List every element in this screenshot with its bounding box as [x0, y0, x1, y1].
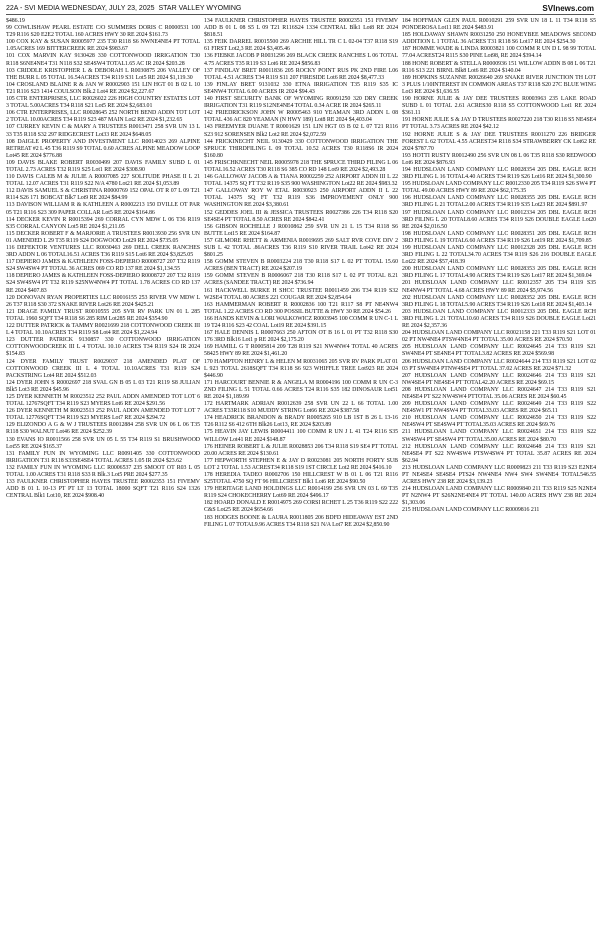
tax-notice-entry: 176 HEINER ROBERT L & JULIE R0028853 206 T34 R118 S19 SE4 PT TOTAL 20.00 ACRES RE 2024 $130.61 [204, 443, 398, 457]
tax-notice-entry: 100 COX KAY & SUSAN R0005977 235 T30 R118 S6 NWNE4NE4 PT TOTAL 1.05ACRES 169 BITTERCREEK RE 2024 $983.67 [6, 39, 200, 53]
tax-notice-entry: 132 FAMILY FUN IN WYOMING LLC R0006537 235 SMOOT OT R03 L 05 TOTAL 1.00 ACRES T31 R118 S33 R Blk.3 Lot5 PRE 2024 $277.35 [6, 464, 200, 478]
tax-notice-entry: 213 HUDSLOAN LAND COMPANY LLC R0009823 211 T33 R119 S23 E2NE4 PT NE4SE4 SE4SE4 PTS24 NW4NE4 NW4 SW4 SW4NE4 TOTAL546.55 ACRES HWY 238 RE 2024 $3,139.23 [402, 464, 596, 486]
tax-notice-entry: 215 HUDSLOAN LAND COMPANY LLC R0009816 211 [402, 507, 540, 514]
tax-notice-entry: 166 HANDS KEVIN & LORI WALKOWICZ R0003945 100 COMM R UN C-1 L 19 T24 R116 S23 42 COAL Lot19 RE 2024 $391.15 [204, 315, 398, 330]
tax-notice-entry: 199 HUDSLOAN LAND COMPANY LLC R0012328 205 DBL EAGLE RCH 3RD FILING L 22 TOTAL34.70 ACRES T34 R119 S26 216 DOUBLE EAGLE Lot22 RE 2024 $57,418.39 [402, 245, 596, 266]
tax-notice-entry: 214 HUDSLOAN LAND COMPANY LLC R0009840 211 T33 R119 S25 N2NE4 PT N2NW4 PT S26N2NE4NE4 PT TOTAL 140.00 ACRES HWY 238 RE 2024 $1,303.06 [402, 486, 596, 507]
tax-notice-entry: 205 HUDSLOAN LAND COMPANY LLC R0024645 214 T33 R119 S21 SW4NE4 PT SE4NE4 PT TOTAL3.82 ACRES RE 2024 $569.98 [402, 344, 596, 358]
tax-notice-entry: 146 GALLOWAY JACOB A & TIANA R0002259 252 AIRPORT ADDN III L 22 TOTAL 14375 SQ FT T32 R119 S35 900 WASHINGTON Lot22 RE 2024 $983.32 [204, 174, 398, 188]
tax-notice-entry: 109 DAVIS BLAKE ROBERT R0030499 207 DAVIS FAMILY SUBD L 01 TOTAL 2.73 ACRES T32 R119 S25 Lot1 RE 2024 $308.90 [6, 159, 200, 173]
tax-notice-entry: 133 FAULKNER CHRISTOPHER HAYES TRUSTEE R0002353 151 FIVEMV ADD B 01 L 10-13 PT PT LT 13 TOTAL 18000 SQFT T21 R116 S24 1326 CENTRAL Blk1 Lot10, RE 2024 $908.40 [6, 479, 200, 500]
tax-notice-entry: 204 HUDSLOAN LAND COMPANY LLC R0021158 221 T33 R119 S21 LOT 01 02 PT NW4NE4 PTSW4NE4 PT TOTAL 35.00 ACRES RE 2024 $70.50 [402, 330, 596, 344]
tax-notice-entry: 101 COX MARVIN KAY 9130428 330 COTTONWOOD IRRIGATION T30 R118 S6NE4NE4 T31 N118 S32 SE4SW4 TOTAL1.65 AC IR 2024 $203.28 [6, 53, 200, 67]
tax-notice-entry: 182 HOARD DONALD E R0014975 269 CORSI RCHET L 25 T36 R119 S22 222 C&S Lot25 RE 2024 $654.66 [204, 500, 398, 514]
tax-notice-entry: 134 FAULKNER CHRISTOPHER HAYES TRUSTEE R0002351 151 FIVEMV ADD B 01 L 08 S5 L 09 T21 R116S24 1334 CENTRAL Blk1 Lot8 RE 2024 $818.51 [204, 18, 398, 39]
tax-notice-entry: 179 HERITAGE LAND HOLDINGS LLC R0014199 256 SVR UN 03 L 69 T35 R119 S24 CHOKECHERRY Lot69 RE 2024 $496.17 [204, 486, 398, 500]
tax-notice-entry: 203 HUDSLOAN LAND COMPANY LLC R0012333 205 DBL EAGLE RCH 3RD FILING L 21 TOTAL10.60 ACRES T34 R119 S26 DOUBLE EAGLE Lot21 RE 2024 $2,357.36 [402, 308, 596, 330]
tax-notice-entry: 207 HUDSLOAN LAND COMPANY LLC R0024646 214 T33 R119 S21 NW4SE4 PT NE4SE4 PT TOTAL42.20 ACRES RE 2024 $69.15 [402, 372, 596, 386]
tax-notice-entry: 212 HUDSLOAN LAND COMPANY LLC R0024648 214 T33 R119 S21 NE4SE4 PT S22 NW4SW4 PTSW4SW4 PT TOTAL 35.87 ACRES RE 2024 $62.94 [402, 443, 596, 464]
tax-notice-entry: 171 HARCOURT BENNIE R & ANGELA M R0004196 100 COMM R UN C-3 ZND FILING L 51 TOTAL 0.66 ACRES T24 R116 S35 182 DINOSAUR Lot51 RE 2024 $1,189.99 [204, 379, 398, 400]
column-1 [6, 18, 200, 925]
tax-notice-entry: 169 HAMILL G T R0005814 209 T28 R119 S21 NW4NW4 TOTAL 40 ACRES 58425 HWY 89 RE 2024 $1,461.20 [204, 344, 398, 358]
tax-notice-entry: 116 DEFEKTOR VENTURES LLC R0030463 269 DELL CREEK RANCHES 3RD ADDN L 06 TOTAL16.51 ACRES T36 R119 S15 Lot6 RE 2024 $3,825.05 [6, 245, 200, 259]
tax-notice-entry: 175 HEAVIN JAY LEWIS R0004411 100 COMM R UN J L 41 T24 R116 S35 WILLOW Lot41 RE 2024 $148.87 [204, 429, 398, 443]
tax-notice-entry: 105 CTR ENTERPRISES, LLC R0026022 226 HIGH COUNTRY ESTATES LOT 3 TOTAL 5.00ACRES T34 R118 S21 Lot5 RE 2024 $2,683.01 [6, 96, 200, 110]
tax-notice-entry: 177 HEPWORTH STEPHEN E & JAY D R0023081 205 NORTH FORTY SUB LOT 2 TOTAL 1.53 ACREST34 R118 S19 1ST CIRCLE Lot2 RE 2024 $416.10 [204, 457, 398, 471]
column-3 [402, 18, 596, 925]
tax-notice-entry: 115 DECKER ROBERT F & MARJORIE A TRUSTEES R0013930 256 SVR UN 01 AMENDED L 29 T35 R119 S24 DOGWOOD Lot29 RE 2024 $735.05 [6, 230, 200, 244]
tax-notice-entry: 211 HUDSLOAN LAND COMPANY LLC R0024651 214 T33 R119 S22 SW4SW4 PT SE4SW4 PT TOTAL35.00 ACRES RE 2024 $80.70 [402, 429, 596, 443]
tax-notice-entry: 208 HUDSLOAN LAND COMPANY LLC R0024647 214 T33 R119 S21 NE4SE4 PT S22 NW4SW4 PTTOTAL 35.06 ACRES RE 2024 $60.45 [402, 386, 596, 400]
tax-notice-entry: 190 HORNE JULIE & JAY DEE TRUSTEES R0003963 235 LAKE ROAD SUBD L 01 TOTAL 2.61 ACRES30 R118 S5 COTTONWOOD Lot1 RE 2024 $361.11 [402, 96, 596, 117]
tax-notice-entry: 123 DUTTER PATRICK 9130857 330 COTTONWOOD IRRIGATION COTTONWOODCREEK III L 4 TOTAL 10.10 ACRES T34 R119 S24 IR 2024 $154.83 [6, 337, 200, 358]
page-label: 22A - SVI MEDIA WEDNESDAY, JULY 23, 2025 [6, 4, 155, 12]
tax-notice-entry: 170 HAMPTON HENRY L & HELEN M R0031065 205 SVR RV PARK PLAT 01 L 923 TOTAL 2618SQFT T34 R118 S6 923 WHIFFLE TREE Lot923 RE 2024 $446.90 [204, 358, 398, 379]
tax-notice-entry: 145 FRISCHKNECHT NEIL R0005978 218 THE SPRUCE THIRD FILING L 06 TOTAL16.52 ACRES T30 R118 S6 385 CO RD 148 Lot9 RE 2024 $2,493.28 [204, 159, 398, 173]
tax-notice-entry: 185 HOLDAWAY SHAWN R0031250 250 HONEYBEE MEADOWS SECOND ADDITION L 1 TOTAL 36 ACRES T31 R118 S6 Lot17 RE 2024 $254.30 [402, 32, 596, 46]
tax-notice-entry: 110 DAVIS CALEB M & JULIE A R0007085 227 SOLITUDE PHASE II L 21 TOTAL 12.07 ACRES T31 R119 S22 N/A 4780 Lot21 RE 2024 $1,053.89 [6, 174, 200, 188]
tax-notice-entry: 112 DAVIS SAMUEL S & CHRISTINA R0000769 152 OPAL OT R 07 L 09 T21 R114 S26 171 BOBCAT Blk7 Lot9 RE 2024 $84.99 [6, 188, 200, 202]
tax-notice-entry: 210 HUDSLOAN LAND COMPANY LLC R0024650 214 T33 R119 S22 NE4SW4 PT SE4SW4 PT TOTAL35.03 ACRES RE 2024 $69.76 [402, 415, 596, 429]
tax-notice-entry: 152 GEDDES JOEL III & JESSICA TRUSTEES R0027386 226 T34 R118 S20 SE4SE4 PT TOTAL 8.50 ACRES RE 2024 $842.41 [204, 209, 398, 223]
header-left [6, 5, 241, 12]
tax-notice-entry: 104 CROSLAND BLAINE R & JAN W R0002903 151 LIN HGT 01 B 02 L 10 T21 R116 S23 1414 COULSON Blk.2 Lot4 RE 2024 $2,227.67 [6, 81, 200, 95]
tax-notice-entry: 194 HUDSLOAN LAND COMPANY LLC R0028354 205 DBL EAGLE RCH 3RD FILING L 16 TOTAL4.40 ACRES T34 R119 S26 Lot16 RE 2024 $1,300.90 [402, 166, 596, 181]
tax-notice-entry: 183 HODGES BOONE & LAURA R0011805 206 BDFD HIDEAWAY EST 2ND FILING L 07 TOTAL9.96 ACRES T34 R118 S21 N/A Lot7 RE 2024 $2,850.90 [204, 514, 398, 528]
tax-notice-entry: 196 HUDSLOAN LAND COMPANY LLC R0028355 205 DBL EAGLE RCH 3RD FILING L 21 TOTAL2.00 ACRES T34 R119 S35 Lot23 RE 2024 $891.97 [402, 195, 596, 209]
tax-notice-entry: 163 HAMMERMAN ROBERT R R0002836 100 T21 R117 S8 PT NE4NW4 TOTAL 1.22 ACRES CO RD 300 POSSIL BUTTE & HWY 30 RE 2024 $54.26 [204, 301, 398, 315]
tax-notice-entry: 178 HEREDIA TADEO R0002706 150 HILLCREST W B 01 L 06 T21 R116 S25TOTAL 4750 SQ FT 96 HILLCREST Blk1 Lot6 RE 2024 $90.50 [204, 472, 398, 486]
tax-notice-entry: 187 HOMME WADE & LINDA R0003821 100 COMM R UN D L 98 99 TOTAL 77.04 ACREST24 R115 S30 PINE Lot98, RE 2024 $394.14 [402, 46, 596, 60]
tax-notice-entry: 157 GILMORE RHETT & ARMENIA R0019695 269 SALT RVR COVE DIV 2 SUB L 42 TOTAL .86ACRES T36 R119 S10 RIVER TRAIL Lot42 RE 2024 $801.25 [204, 237, 398, 259]
tax-notice-entry: 161 HACKWELL BURKE H SHCC TRUSTEE R0011459 206 T34 R119 S32 W2SE4 TOTAL 80 ACRES 221 COUGAR RE 2024 $2,854.64 [204, 287, 398, 301]
tax-notice-entry: 158 GOMM STEVEN B R0003224 218 T30 R118 S17 L 02 PT TOTAL 15.60 ACRES (BEN TRACT) RE 2024 $207.19 [204, 259, 398, 273]
tax-notice-entry: 174 HEADRICK BRANDON & BRADY R0005265 910 LB 1ST B 26 L 13-16 T26 R112 S6 412 6TH Blk26 Lot13, RE 2024 $203.89 [204, 415, 398, 429]
tax-notice-entry: 189 HOPKINS SUZANNE R0026640 269 SNAKE RIVER JUNCTION TH LOT 3 PLUS 1/10INTEREST IN COMMON AREAS T37 R118 S20 27C BLUE WING Lot3 RE 2024 $1,636.55 [402, 74, 596, 95]
tax-notice-entry: 124 DYER FAMILY TRUST R0029037 218 AMENDED PLAT OF COTTONWOOD CREEK III L 4 TOTAL 10.10ACRES T31 R119 S24 PACKSTRING Lot4 RE 2024 $512.03 [6, 358, 200, 379]
tax-notice-entry: 195 HUDSLOAN LAND COMPANY LLC R0012330 205 T34 R119 S26 SW4 PT TOTAL 49.00 ACRES HWY 89 RE 2024 $62,175.35 [402, 181, 596, 195]
tax-notice-entry: $486.19 [6, 18, 25, 24]
tax-notice-entry: 117 DEPIERO JAMES & KATHLEEN FOSS-DEPIERO R0008727 207 T32 R119 S24 SW4SW4 PT TOTAL 36 ACRES 069 CO RD 137 RE 2024 $1,134.55 [6, 259, 200, 273]
tax-notice-entry: 184 HOFFMAN GLEN PAUL R0010291 259 SVR UN 18 L 11 T34 R118 S5 PONDEROSA Lot11 RE 2024 $483.91 [402, 18, 596, 32]
tax-notice-entry: 201 HUDSLOAN LAND COMPANY LLC R0012357 205 T34 R119 S35 NE4NW4 PT TOTAL 4.68 ACRES HWY 89 RE 2024 $5,974.56 [402, 280, 596, 294]
tax-notice-entry: 136 FIEBKE JACOB P R0031296 269 BLACK CREEK RANCHES L 06 TOTAL 4.75 ACRES T35 R119 S3 Lot6 RE 2024 $856.83 [204, 53, 398, 67]
tax-notice-entry: 122 DUTTER PATRICK & TAMMY R0021699 218 COTTONWOOD CREEK III L 4 TOTAL 10.10ACRES T34 R119 S8 Lot4 RE 2024 $1,224.94 [6, 323, 200, 337]
tax-notice-entry: 206 HUDSLOAN LAND COMPANY LLC R0024644 214 T33 R119 S21 LOT 02 03 PT SW4NE4 PTNW4SE4 PT TOTAL 37.02 ACRES RE 2024 $71.32 [402, 358, 596, 372]
tax-notice-entry: 113 DAVISON WILLIAM R & KATHLEEN A R0002213 150 DVILLE OT PAR 05 T21 R116 S23 309 PAPER COLLAR Lot5 RE 2024 $164.86 [6, 202, 200, 216]
tax-notice-entry: 192 HORNE JULIE S & JAY DEE TRUSTEES R0011270 226 BRIDGER FOREST L 62 TOTAL 4.55 ACREST34 R118 S34 STRAWBERRY CK Lot62 RE 2024 $787.70 [402, 131, 596, 152]
legal-notice-columns [6, 18, 596, 925]
tax-notice-entry: 118 DEPIERO JAMES & KATHLEEN FOSS-DEPIERO R0008727 207 T32 R119 S24 SW4SW4 PT T32 R119 S25NW4NW4 PT TOTAL 1.78 ACRES CO RD 137 RE 2024 $407.83 [6, 273, 200, 294]
tax-notice-entry: 120 DONOVAN RYAN PROPERTIES LLC R0016155 253 RIVER VW MDW L 26 T37 R118 S30 372 SNAKE RIVER Lot26 RE 2024 $425.21 [6, 294, 200, 308]
tax-notice-entry: 193 HOTTI RUSTY R0012490 256 SVR UN 08 L 06 T35 R118 S30 REDWOOD Lot6 RE 2024 $876.93 [402, 152, 596, 166]
tax-notice-entry: 121 DRAGE FAMILY TRUST R0010555 205 SVR RV PARK UN 01 L 285 TOTAL 1960 SQFT T34 R118 S6 285 RIM Lot285 RE 2024 $354.90 [6, 308, 200, 322]
site-name: SVInews.com [542, 3, 594, 13]
section-label: STAR VALLEY WYOMING [158, 4, 242, 12]
tax-notice-entry: 137 FINDLAY BRET R0011836 205 ROCKY POINT RUS PK 2ND FIRE L06 TOTAL 4.51 ACRES T34 R119 S11 207 FIRESIDE Lot6 RE 2024 $8,477.33 [204, 67, 398, 81]
tax-notice-entry: 131 FAMILY FUN IN WYOMING LLC R0091405 330 COTTONWOOD IRRIGATION T31 R118 S33SE4SE4 TOTAL ACRES 1.05 IR 2024 $23.62 [6, 450, 200, 464]
tax-notice-entry: 142 FRIEDRICKSON JOHN W R0005463 910 YEAMAN 3RD ADDN L 08 TOTAL 436 AC 820 YEAMAN (N HWY 189) Lot8 RE 2024 $4,403.04 [204, 110, 398, 124]
tax-notice-entry: 107 CURREY KEVIN C & MARY A TRUSTEES R0013471 258 SVR UN 13 L 33 T35 R118 S32 297 RIDGECREST Lot33 RE 2024 $648.05 [6, 124, 200, 138]
tax-notice-entry: 125 DYER KENNETH M R0023512 252 PAUL ADDN AMENDED TOT LOT 6 TOTAL 12767SQFT T34 R119 S23 MYERS Lot6 RE 2024 $291.56 [6, 393, 200, 408]
tax-notice-entry: 99 COWLISHAW PEARL ESTATE C/O SUMMERS DORIS C R0000531 100 T29 R116 S20 E2E2 TOTAL 160 ACRES HWY 30 RE 2024 $161.73 [6, 25, 200, 39]
tax-notice-entry: 140 FIRST SECURITY BANK OF WYOMING R0091250 320 DRY CREEK IRRIGATION T31 R119 S12NE4NE4 TOTAL 0.34 ACRE IR 2024 $265.11 [204, 96, 398, 110]
tax-notice-entry: 106 CTR ENTERPRISES, LLC R0028645 252 NORTH BEND ADDN TOT LOT 2 TOTAL 10.00ACRES T34 R119 S23 487 MAIN Lot2 RE 2024 $1,232.65 [6, 110, 200, 124]
tax-notice-entry: 202 HUDSLOAN LAND COMPANY LLC R0028352 205 DBL EAGLE RCH 3RD FILING L 18 TOTAL5.90 ACRES T34 R119 S26 Lot18 RE 2024 $1,403.14 [402, 294, 596, 308]
tax-notice-entry: 130 EVANS IO R0011566 258 SVR UN 05 L 55 T34 R119 S1 BRUSHWOOD Lot55 RE 2024 $165.37 [6, 436, 200, 450]
tax-notice-entry: 191 HORNE JULIE S & JAY D TRUSTEES R0027220 218 T30 R118 S5 NE4SE4 PT TOTAL 3.73 ACRES RE 2024 $42.12 [402, 117, 596, 131]
tax-notice-entry: 124 DYER JOHN S R0002697 218 SVAL GN B 05 L 03 T21 R119 S8 JULIAN Blk5 Lot3 RE 2024 $45.96 [6, 379, 200, 393]
page-header [6, 2, 594, 15]
tax-notice-entry: 103 CRIDDLE KRISTOPHER L & DEBORAH L R0030875 206 VALLEY OF THE BURR L 05 TOTAL 16.54ACRES T34 R119 S31 Lot5 RE 2024 $1,119.30 [6, 67, 200, 81]
tax-notice-entry: 172 HARTMARK ADRIAN R0012639 258 SVR UN 22 L 66 TOTAL 1.00 ACRES T33R118 S10 MUDDY STRING Lot66 RE 2024 $387.58 [204, 401, 398, 415]
tax-notice-entry: 167 HALE DENNIS L R0007663 250 AFTON OT B 16 L 01 PT T32 R118 S30 176 3RD Blk16 Lot1 p RE 2024 $2,175.20 [204, 330, 398, 344]
tax-notice-entry: 108 DAIGLE PROPERTY AND INVESTMENT LLC R0014023 269 ALPINE RETREAT #2 L 45 T36 R119 S9 TOTAL 0.60 ACRES ALPINE MEADOW LOOP Lot45 RE 2024 $776.88 [6, 138, 200, 159]
tax-notice-entry: 156 GIBSON ROCHELLE J R0010862 259 SVR UN 21 L 15 T34 R118 S6 BUTTE Lot15 RE 2024 $164.87 [204, 223, 398, 237]
tax-notice-entry: 144 FRICKINECHT NEIL 9130429 330 COTTONWOOD IRRIGATION THE SPRUCE THIRDFILING L 09 TOTAL 10.52 ACRES T30 R118S6 IR 2024 $160.80 [204, 138, 398, 159]
tax-notice-entry: 126 DYER KENNETH M R0023513 252 PAUL ADDN AMENDED TOT LOT 7 TOTAL 12776SQFT T34 R119 S23 MYERS Lot7 RE 2024 $294.72 [6, 408, 200, 422]
tax-notice-entry: 209 HUDSLOAN LAND COMPANY LLC R0024649 214 T33 R119 S22 NE4SW1 PT NW4SW4 PT TOTAL33.03 ACRES RE 2024 $65.11 [402, 401, 596, 415]
tax-notice-entry: 114 DECKER KEVIN R R0015394 269 CORRAL CYN MDW L 06 T36 R119 S35 CORRAL CANYON Lot5 RE 2024 $1,211.05 [6, 216, 200, 230]
tax-notice-entry: 159 GOMM STEVEN B R0006067 218 T30 R118 S17 L 02 PT TOTAL 8.21 ACRES (SANDEE TRACT) RE 2024 $736.94 [204, 273, 398, 287]
tax-notice-entry: 147 GALLOWAY ROY W ETAL R0030923 250 AIRPORT ADDN II L 22 TOTAL 14375 SQ FT T32 R119 S36 IMPROVEMENT ONLY 900 WASHINGTON RE 2024 $3,380.61 [204, 188, 398, 209]
tax-notice-entry: 197 HUDSLOAN LAND COMPANY LLC R0012334 205 DBL EAGLE RCH 3RD FILING L 20 TOTAL8.60 ACRES T34 R119 S26 DOUBLE EAGLE Lot20 RE 2024 $2,016.50 [402, 209, 596, 230]
tax-notice-entry: 139 FINLAY BRET 9131032 330 ETNA IRRIGATION T35 R119 S35 IC SE4NW4 TOTAL 6.00 ACRES IR 2024 $94.43 [204, 81, 398, 95]
tax-notice-entry: 200 HUDSLOAN LAND COMPANY LLC R0028353 205 DBL EAGLE RCH 3RD FILING L 17 TOTAL4.90 ACRES T34 R119 S26 Lot17 RE 2024 $1,369.04 [402, 266, 596, 280]
column-2 [204, 18, 398, 925]
tax-notice-entry: 129 ELIZONDO A G & W J TRUSTEES R0012884 258 SVR UN 06 L 06 T35 R118 S30 WALNUT Lot46 RE 2024 $252.39 [6, 422, 200, 436]
tax-notice-entry: 188 HONE ROBERT & STELLA R0000936 151 WILLOW ADDN B 08 L 06 T21 R116 S13 221 BIRNL Blk8 Lot6 RE 2024 $140.04 [402, 60, 596, 74]
tax-notice-entry: 143 FREEMYER DUANE T R0001629 151 LIN HGT 03 B 02 L 07 T21 R116 S23 912 SORENSEN Blk2 Lot2 RE 2024 $2,072.59 [204, 124, 398, 138]
tax-notice-entry: 198 HUDSLOAN LAND COMPANY LLC R0028351 205 DBL EAGLE RCH 3RD FILING L 19 TOTAL6.60 ACRES T34 R119 S26 Lot19 RE 2024 $1,709.85 [402, 230, 596, 244]
tax-notice-entry: 135 FEIK DARREL R0015500 269 ARCHIE HILL TR C L 02-04 T37 R118 S19 61 FIRST Lot2,3 RE 2024 $3,405.46 [204, 39, 398, 53]
